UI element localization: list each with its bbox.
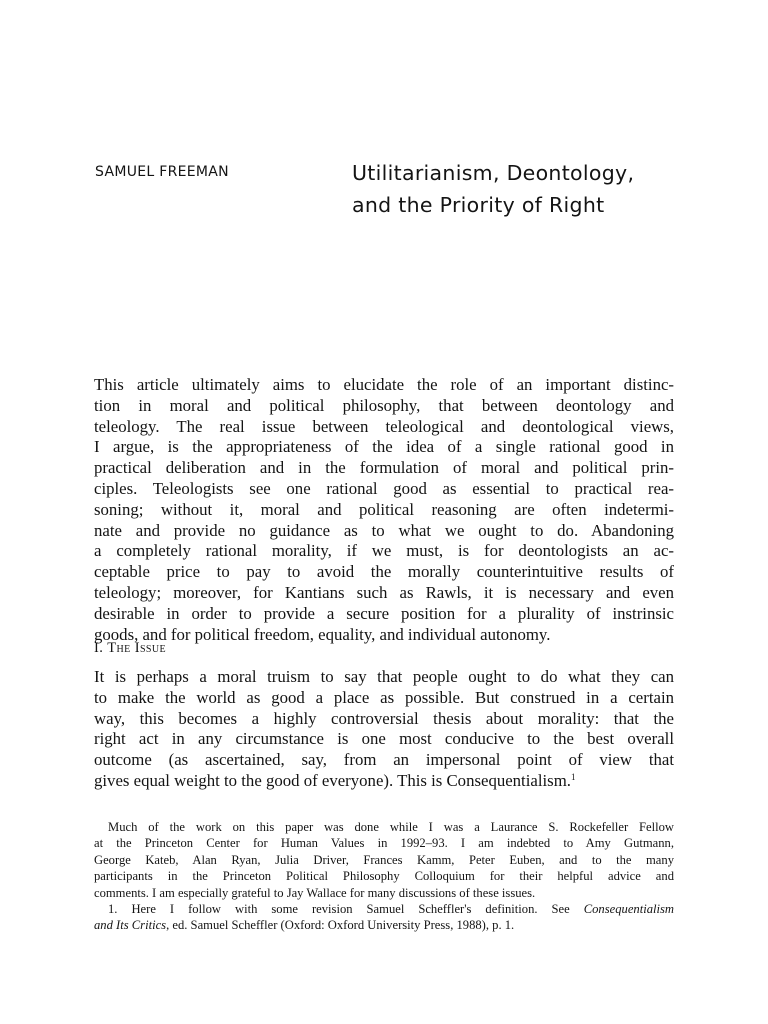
footnote-text: 1. Here I follow with some revision Samuel Scheffler's definition. See	[108, 902, 584, 917]
abstract-line: teleology. The real issue between teleological and deontological views,	[94, 416, 674, 436]
footnote-citation-title: Consequentialism	[583, 902, 674, 917]
title-line-1: Utilitarianism, Deontology,	[352, 161, 635, 185]
footnote-citation-title: and Its Critics	[94, 918, 167, 933]
footnote-line	[94, 917, 674, 933]
abstract-line: soning; without it, moral and political reasoning are often indetermi-	[94, 499, 674, 519]
abstract-line: tion in moral and political philosophy, that between deontology and	[94, 395, 674, 415]
body-line-text: gives equal weight to the good of everyone). This is Consequentialism.	[94, 770, 571, 790]
acknowledgment-line: participants in the Princeton Political Philosophy Colloquium for their helpful advice and	[94, 869, 674, 884]
section-body	[94, 667, 674, 792]
body-line: It is perhaps a moral truism to say that people ought to do what they can	[94, 667, 674, 686]
abstract-line: nate and provide no guidance as to what we ought to do. Abandoning	[94, 520, 674, 540]
footnote-line	[94, 901, 674, 917]
abstract-line: goods, and for political freedom, equality, and individual autonomy.	[94, 624, 551, 644]
acknowledgment-line: George Kateb, Alan Ryan, Julia Driver, Frances Kamm, Peter Euben, and to the many	[94, 852, 674, 867]
body-line	[94, 771, 674, 792]
abstract-line: teleology; moreover, for Kantians such as Rawls, it is necessary and even	[94, 582, 674, 602]
abstract-line: ciples. Teleologists see one rational good as essential to practical rea-	[94, 478, 674, 498]
abstract	[94, 375, 674, 645]
abstract-line: ceptable price to pay to avoid the morally counterintuitive results of	[94, 562, 674, 582]
abstract-line: a completely rational morality, if we must, is for deontologists an ac-	[94, 541, 674, 561]
acknowledgment-line: at the Princeton Center for Human Values in 1992–93. I am indebted to Amy Gutmann,	[94, 836, 674, 851]
abstract-line: I argue, is the appropriateness of the idea of a single rational good in	[94, 437, 674, 457]
body-line: outcome (as ascertained, say, from an impersonal point of view that	[94, 750, 674, 770]
abstract-line: desirable in order to provide a secure position for a plurality of instrinsic	[94, 603, 674, 623]
author-name: SAMUEL FREEMAN	[95, 164, 229, 180]
footnote-marker: 1	[570, 771, 576, 782]
abstract-line: This article ultimately aims to elucidate the role of an important distinc-	[94, 375, 674, 394]
section-title: The Issue	[107, 640, 166, 656]
footnotes	[94, 819, 674, 934]
body-line: to make the world as good a place as possible. But construed in a certain	[94, 687, 674, 707]
abstract-line: practical deliberation and in the formulation of moral and political prin-	[94, 458, 674, 478]
title-line-2: and the Priority of Right	[352, 193, 605, 217]
acknowledgment-line: Much of the work on this paper was done while I was a Laurance S. Rockefeller Fellow	[108, 820, 674, 834]
body-line: right act in any circumstance is one most conducive to the best overall	[94, 729, 674, 749]
article-title	[352, 157, 634, 221]
body-line: way, this becomes a highly controversial thesis about morality: that the	[94, 708, 674, 728]
section-number: I.	[94, 640, 104, 656]
section-heading	[94, 640, 166, 657]
footnote-text: , ed. Samuel Scheffler (Oxford: Oxford University Press, 1988), p. 1.	[166, 918, 515, 933]
acknowledgment-line: comments. I am especially grateful to Jay Wallace for many discussions of these issues.	[94, 885, 536, 900]
